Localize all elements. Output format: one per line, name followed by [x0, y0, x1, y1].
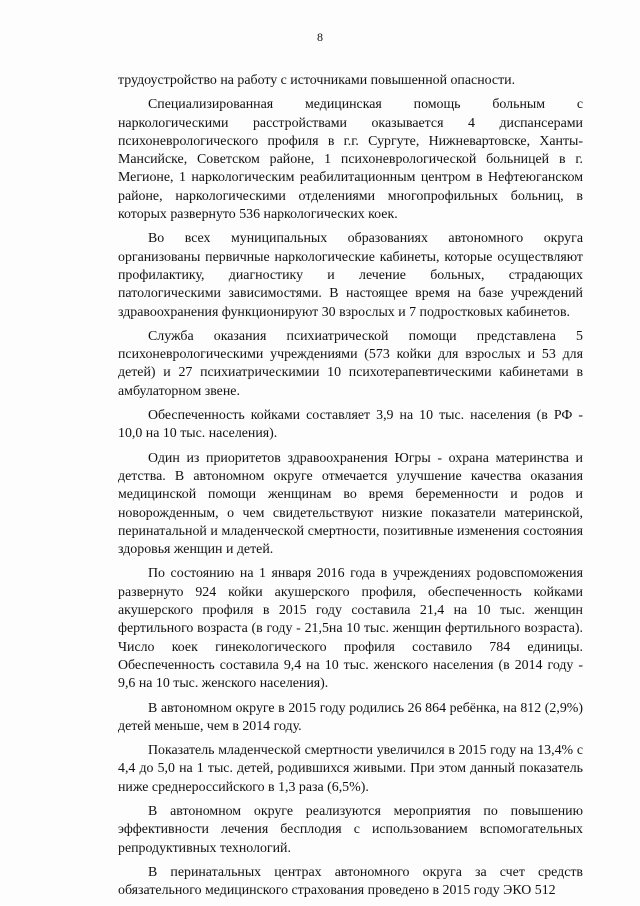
- paragraph-infant-mortality: Показатель младенческой смертности увеличился в 2015 году на 13,4% с 4,4 до 5,0 на 1 тыс. детей, родившихся живыми. При этом данный показатель ниже среднероссийского в 1,3 раза (6,5%).: [118, 743, 583, 795]
- paragraph-narcology-care: Специализированная медицинская помощь больным с наркологическими расстройствами оказывается 4 диспансерами психоневрологического профиля в г.г. Сургуте, Нижневартовске, Ханты-Мансийске, Советском районе, 1 психоневрологической больницей в г. Мегионе, 1 наркологическим реабилитационным центром в Нефтеюганском районе, наркологическими отделениями многопрофильных больниц, в которых развернуто 536 наркологических коек.: [118, 97, 583, 223]
- paragraph-ivf: В перинатальных центрах автономного округа за счет средств обязательного медицинского страхования проведено в 2015 году ЭКО 512: [118, 864, 583, 899]
- paragraph-bed-provision: Обеспеченность койками составляет 3,9 на 10 тыс. населения (в РФ - 10,0 на 10 тыс. населения).: [118, 408, 583, 442]
- paragraph-narcology-offices: Во всех муниципальных образованиях автономного округа организованы первичные наркологические кабинеты, которые осуществляют профилактику, диагностику и лечение больных, страдающих патологическими зависимостями. В настоящее время на базе учреждений здравоохранения функционируют 30 взрослых и 7 подростковых кабинетов.: [118, 231, 583, 320]
- document-body: [118, 72, 583, 906]
- page-number: 8: [317, 30, 323, 44]
- paragraph-obstetric-beds: По состоянию на 1 января 2016 года в учреждениях родовспоможения развернуто 924 койки акушерского профиля, обеспеченность койками акушерского профиля в 2015 году составила 21,4 на 10 тыс. женщин фертильного возраста (в году - 21,5на 10 тыс. женщин фертильного возраста). Число коек гинекологического профиля составило 784 единицы. Обеспеченность составила 9,4 на 10 тыс. женского населения (в 2014 году - 9,6 на 10 тыс. женского населения).: [118, 566, 583, 692]
- paragraph-births: В автономном округе в 2015 году родились 26 864 ребёнка, на 812 (2,9%) детей меньше, чем в 2014 году.: [118, 700, 583, 734]
- paragraph-continuation: трудоустройство на работу с источниками повышенной опасности.: [118, 73, 516, 88]
- paragraph-infertility: В автономном округе реализуются мероприятия по повышению эффективности лечения бесплодия с использованием вспомогательных репродуктивных технологий.: [118, 803, 583, 856]
- paragraph-maternity-priority: Один из приоритетов здравоохранения Югры - охрана материнства и детства. В автономном округе отмечается улучшение качества оказания медицинской помощи женщинам во время беременности и родов и новорожденным, о чем свидетельствуют низкие показатели материнской, перинатальной и младенческой смертности, позитивные изменения состояния здоровья женщин и детей.: [118, 450, 583, 558]
- paragraph-psychiatric-service: Служба оказания психиатрической помощи представлена 5 психоневрологическими учреждениями (573 койки для взрослых и 53 для детей) и 27 психиатрическимии 10 психотерапевтическими кабинетами в амбулаторном звене.: [118, 328, 583, 399]
